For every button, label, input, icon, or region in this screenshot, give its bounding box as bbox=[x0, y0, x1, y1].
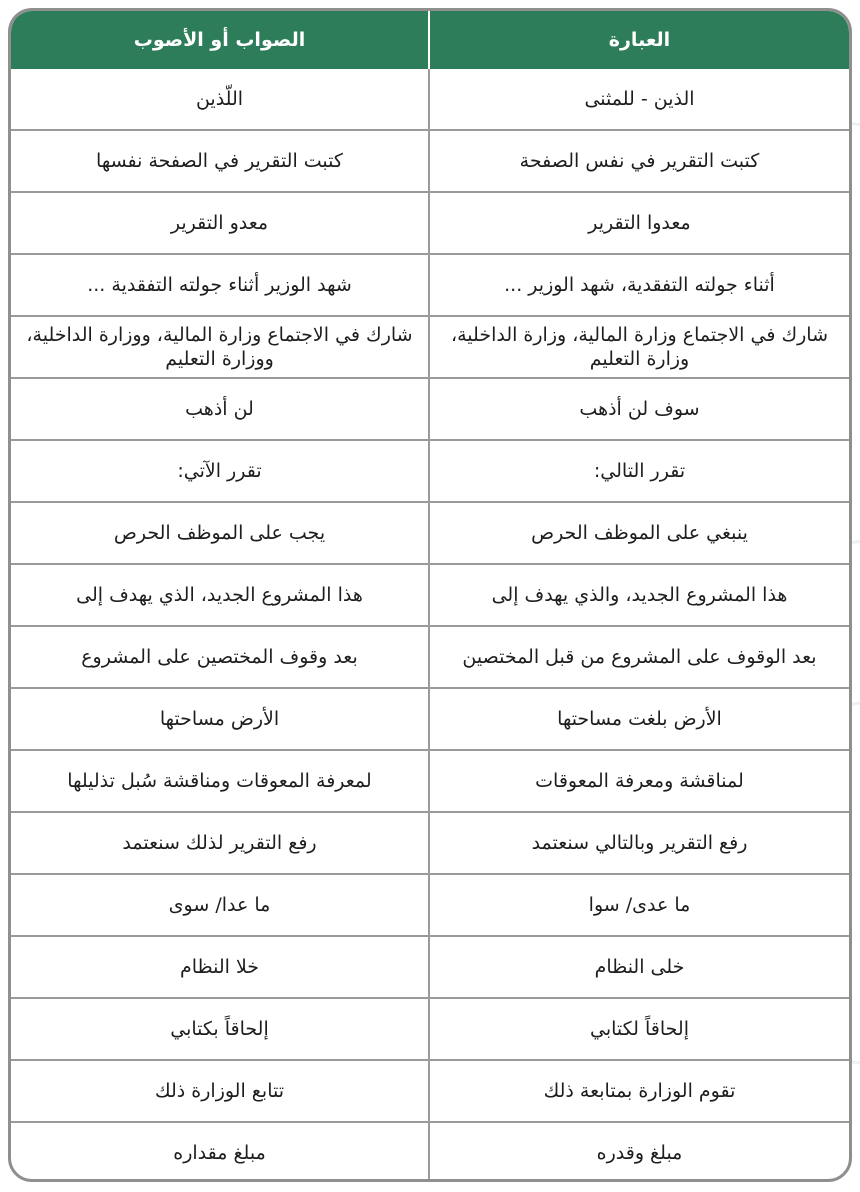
cell-correct: يجب على الموظف الحرص bbox=[11, 502, 429, 564]
table-row bbox=[11, 1060, 849, 1122]
table-row bbox=[11, 316, 849, 378]
cell-original: إلحاقاً لكتابي bbox=[429, 998, 849, 1060]
table-row bbox=[11, 378, 849, 440]
table-row bbox=[11, 750, 849, 812]
table-row bbox=[11, 1122, 849, 1182]
table-row bbox=[11, 502, 849, 564]
table-row bbox=[11, 626, 849, 688]
cell-original: هذا المشروع الجديد، والذي يهدف إلى bbox=[429, 564, 849, 626]
table-row bbox=[11, 812, 849, 874]
table-row bbox=[11, 192, 849, 254]
table-row bbox=[11, 936, 849, 998]
table-row bbox=[11, 440, 849, 502]
cell-original: الأرض بلغت مساحتها bbox=[429, 688, 849, 750]
cell-original: كتبت التقرير في نفس الصفحة bbox=[429, 130, 849, 192]
cell-correct: رفع التقرير لذلك سنعتمد bbox=[11, 812, 429, 874]
cell-correct: معدو التقرير bbox=[11, 192, 429, 254]
cell-correct: شهد الوزير أثناء جولته التفقدية ... bbox=[11, 254, 429, 316]
table-row bbox=[11, 874, 849, 936]
cell-original: خلى النظام bbox=[429, 936, 849, 998]
cell-original: معدوا التقرير bbox=[429, 192, 849, 254]
cell-original: لمناقشة ومعرفة المعوقات bbox=[429, 750, 849, 812]
cell-correct: لمعرفة المعوقات ومناقشة سُبل تذليلها bbox=[11, 750, 429, 812]
cell-original: شارك في الاجتماع وزارة المالية، وزارة الداخلية، وزارة التعليم bbox=[429, 316, 849, 378]
table-body bbox=[11, 69, 849, 1182]
cell-correct: بعد وقوف المختصين على المشروع bbox=[11, 626, 429, 688]
cell-correct: الأرض مساحتها bbox=[11, 688, 429, 750]
header-correct: الصواب أو الأصوب bbox=[11, 11, 429, 69]
cell-original: مبلغ وقدره bbox=[429, 1122, 849, 1182]
comparison-table-frame bbox=[8, 8, 852, 1182]
cell-original: تقرر التالي: bbox=[429, 440, 849, 502]
cell-original: ما عدى/ سوا bbox=[429, 874, 849, 936]
cell-correct: كتبت التقرير في الصفحة نفسها bbox=[11, 130, 429, 192]
table-row bbox=[11, 254, 849, 316]
cell-original: بعد الوقوف على المشروع من قبل المختصين bbox=[429, 626, 849, 688]
cell-original: أثناء جولته التفقدية، شهد الوزير ... bbox=[429, 254, 849, 316]
cell-correct: اللّذين bbox=[195, 88, 244, 110]
table-row bbox=[11, 564, 849, 626]
cell-correct: خلا النظام bbox=[11, 936, 429, 998]
cell-correct: مبلغ مقداره bbox=[11, 1122, 429, 1182]
cell-correct: هذا المشروع الجديد، الذي يهدف إلى bbox=[11, 564, 429, 626]
cell-correct: تقرر الآتي: bbox=[11, 440, 429, 502]
cell-correct: شارك في الاجتماع وزارة المالية، ووزارة الداخلية، ووزارة التعليم bbox=[11, 316, 429, 378]
cell-original: الذين - للمثنى bbox=[429, 69, 849, 130]
cell-correct: لن أذهب bbox=[11, 378, 429, 440]
cell-correct: ما عدا/ سوى bbox=[11, 874, 429, 936]
cell-correct: تتابع الوزارة ذلك bbox=[11, 1060, 429, 1122]
comparison-table bbox=[11, 11, 849, 1182]
cell-original: سوف لن أذهب bbox=[429, 378, 849, 440]
cell-original: تقوم الوزارة بمتابعة ذلك bbox=[429, 1060, 849, 1122]
table-row bbox=[11, 998, 849, 1060]
cell-correct: إلحاقاً بكتابي bbox=[11, 998, 429, 1060]
table-row bbox=[11, 130, 849, 192]
table-row bbox=[11, 688, 849, 750]
cell-original: رفع التقرير وبالتالي سنعتمد bbox=[429, 812, 849, 874]
table-row bbox=[11, 69, 849, 130]
cell-original: ينبغي على الموظف الحرص bbox=[429, 502, 849, 564]
header-original: العبارة bbox=[429, 11, 849, 69]
table-header-row bbox=[11, 11, 849, 69]
